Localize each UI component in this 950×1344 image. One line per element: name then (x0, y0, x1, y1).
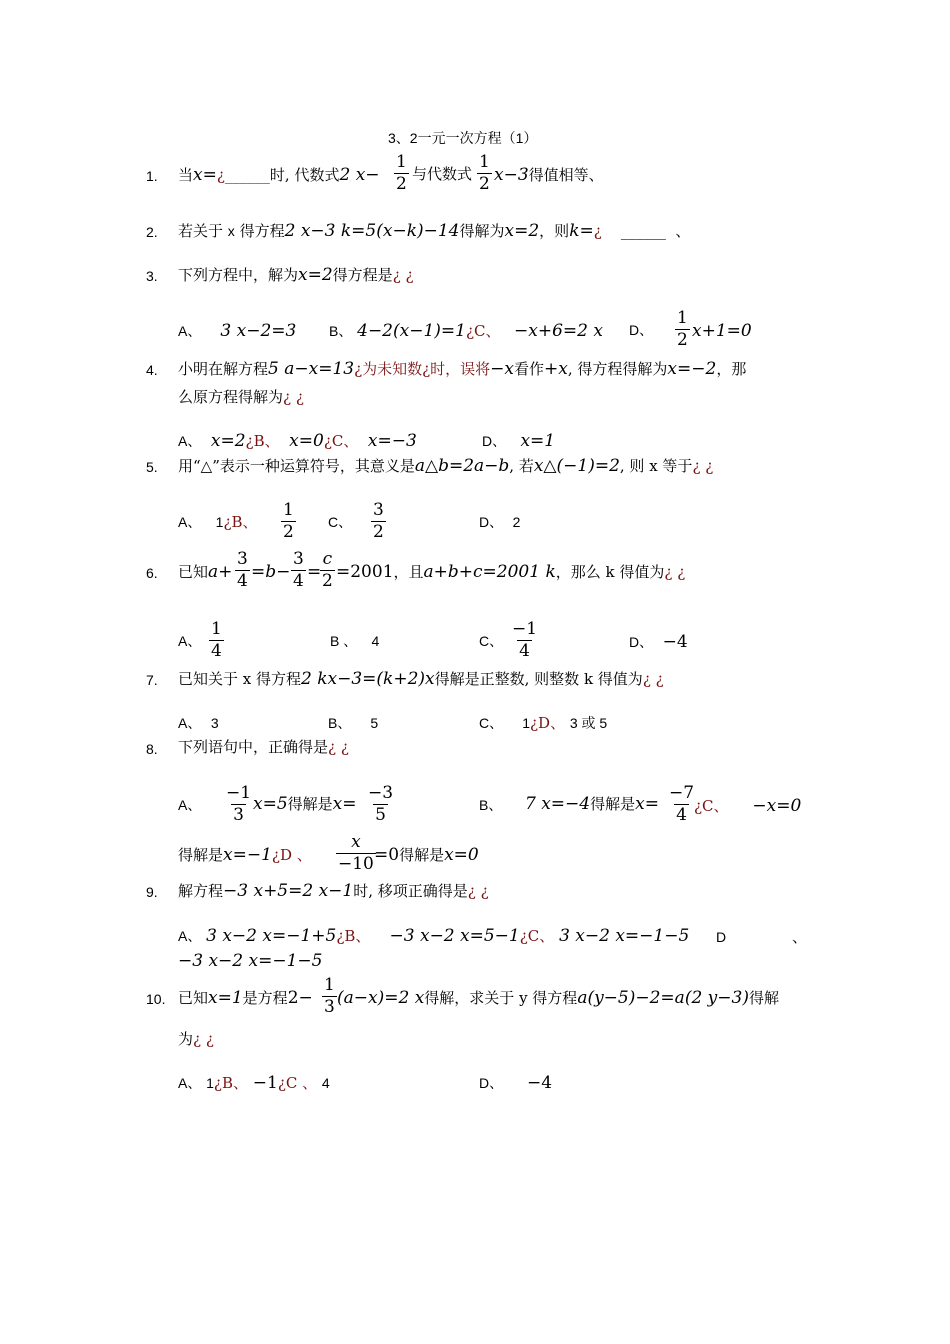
question-1-number: 1. (146, 168, 158, 184)
q9-options: A、 3 x−2 x=−1+5¿B、 −3 x−2 x=5−1¿C、 3 x−2 x=−1−5 (178, 926, 690, 946)
q5-option-d[interactable]: D、 2 (479, 514, 521, 530)
q8-line-2: 得解是x=−1¿D 、 (178, 845, 312, 865)
question-4-number: 4. (146, 362, 158, 378)
q3-option-d[interactable]: D、 (629, 322, 654, 338)
question-9-text: 解方程−3 x+5=2 x−1时, 移项正确得是¿ ¿ (178, 881, 489, 901)
question-8-text: 下列语句中，正确得是¿ ¿ (178, 738, 349, 756)
question-6-number: 6. (146, 565, 158, 581)
q10-option-d[interactable]: D、 −4 (479, 1073, 553, 1093)
question-5-text: 用“△”表示一种运算符号，其意义是a△b=2a−b, 若x△(−1)=2, 则 x 等于¿ ¿ (178, 456, 714, 476)
q8-option-a-fraction: $\frac{-1}{3}$ (226, 783, 252, 825)
q7-option-b[interactable]: B、 5 (328, 715, 379, 731)
question-10-text-b: (a−x)=2 x得解，求关于 y 得方程a(y−5)−2=a(2 y−3)得解 (337, 988, 779, 1008)
q5-option-b-fraction: $\frac{1}{2}$ (283, 500, 294, 542)
question-7-number: 7. (146, 672, 158, 688)
question-1-text-b: 与代数式 (412, 165, 473, 183)
question-6-text-b: =b− (251, 562, 291, 582)
q4-options: A、 x=2¿B、 x=0¿C、 x=−3 (178, 431, 417, 451)
q8-option-d-eq: =0得解是x=0 (374, 845, 479, 865)
q10-option-a[interactable]: A、 (178, 1075, 202, 1091)
question-9-number: 9. (146, 884, 158, 900)
question-5-number: 5. (146, 459, 158, 475)
q8-option-b-eq: 7 x=−4得解是x= (525, 794, 659, 814)
q3-option-d-eq: x+1=0 (692, 321, 752, 341)
question-1-text: 当x=¿______时, 代数式2 x− (178, 165, 380, 185)
q9-option-d-eq: −3 x−2 x=−1−5 (178, 951, 323, 971)
q3-option-d-fraction: $\frac{1}{2}$ (677, 308, 688, 350)
q10-options: A、 1¿B、 −1¿C 、 4 (178, 1073, 330, 1093)
q6-option-d[interactable]: D、 −4 (629, 632, 688, 652)
q8-option-b[interactable]: B、 (479, 797, 503, 813)
q1-fraction-2: $\frac{1}{2}$ (479, 152, 490, 194)
question-6-text-c: = (307, 562, 322, 582)
q6-option-a-fraction: $\frac{1}{4}$ (211, 619, 222, 661)
question-3-text: 下列方程中，解为x=2得方程是¿ ¿ (178, 265, 414, 285)
question-7-text: 已知关于 x 得方程2 kx−3=(k+2)x得解是正整数, 则整数 k 得值为¿ ¿ (178, 669, 664, 689)
question-10-text-line2: 为¿ ¿ (178, 1030, 214, 1048)
q6-option-a[interactable]: A、 (178, 633, 202, 649)
q8-option-b-fraction: $\frac{-7}{4}$ (669, 783, 695, 825)
q6-option-b[interactable]: B 、 4 (330, 633, 380, 649)
question-10-text-a: 已知x=1是方程2− (178, 988, 313, 1008)
q8-option-c[interactable]: ¿C、 −x=0 (694, 796, 802, 816)
question-8-number: 8. (146, 741, 158, 757)
q7-option-a[interactable]: A、 3 (178, 715, 219, 731)
q6-fraction-3: $\frac{c}{2}$ (322, 549, 333, 591)
question-6-text-a: 已知a+ (178, 562, 233, 582)
q8-option-a-eq: x=5得解是x= (253, 794, 357, 814)
q10-fraction: $\frac{1}{3}$ (324, 975, 335, 1017)
q9-option-d-sep: 、 (792, 928, 808, 946)
q9-option-d[interactable]: D (716, 929, 727, 945)
question-1-text-c: x−3得值相等、 (494, 165, 604, 185)
question-6-text-d: =2001，且a+b+c=2001 k，那么 k 得值为¿ ¿ (336, 562, 686, 582)
q3-option-a[interactable]: A、 3 x−2=3 (178, 321, 297, 341)
q8-option-a-fraction-2: $\frac{-3}{5}$ (368, 783, 394, 825)
question-10-number: 10. (146, 991, 166, 1007)
q8-option-d-fraction: $\frac{x}{-10}$ (338, 832, 374, 874)
question-2-text: 若关于 x 得方程2 x−3 k=5(x−k)−14得解为x=2，则k=¿ ______ 、 (178, 221, 691, 241)
page-title: 3、2一元一次方程（1） (388, 130, 538, 146)
q7-option-c-d[interactable]: C、 1¿D、 3 或 5 (479, 714, 608, 732)
q3-option-c[interactable]: −x+6=2 x (514, 321, 603, 341)
q6-option-c[interactable]: C、 (479, 633, 504, 649)
question-4-text-line2: 么原方程得解为¿ ¿ (178, 388, 304, 406)
q6-fraction-2: $\frac{3}{4}$ (293, 549, 304, 591)
q5-option-c-fraction: $\frac{3}{2}$ (373, 500, 384, 542)
q4-option-a[interactable]: A、 (178, 433, 202, 449)
q1-fraction-1: $\frac{1}{2}$ (396, 152, 407, 194)
q5-option-a[interactable]: A、 1¿B、 (178, 513, 258, 531)
q6-fraction-1: $\frac{3}{4}$ (237, 549, 248, 591)
q9-option-a[interactable]: A、 (178, 928, 202, 944)
q5-option-c[interactable]: C、 (328, 514, 353, 530)
question-3-number: 3. (146, 268, 158, 284)
q3-option-b[interactable]: B、 4−2(x−1)=1¿C、 (329, 321, 501, 341)
question-4-text-line1: 小明在解方程5 a−x=13¿为未知数¿时，误将−x看作+x, 得方程得解为x=−2，那 (178, 359, 747, 379)
question-2-number: 2. (146, 224, 158, 240)
q6-option-c-fraction: $\frac{-1}{4}$ (512, 619, 538, 661)
q8-option-a[interactable]: A、 (178, 797, 202, 813)
q4-option-d[interactable]: D、 x=1 (482, 431, 556, 451)
